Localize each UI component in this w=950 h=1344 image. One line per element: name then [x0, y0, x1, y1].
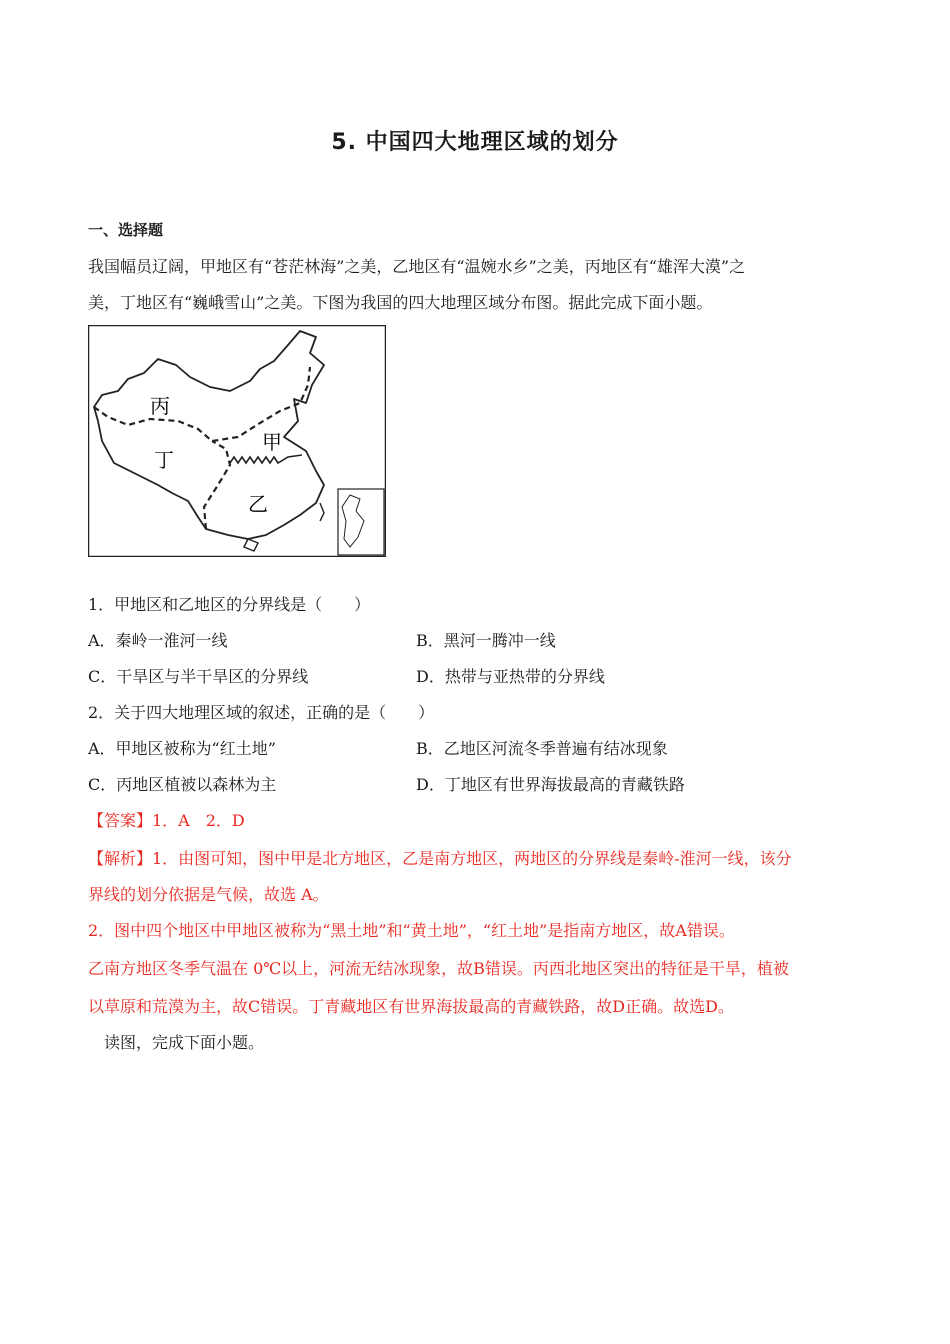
intro-line-1: 我国幅员辽阔，甲地区有“苍茫林海”之美，乙地区有“温婉水乡”之美，丙地区有“雄浑大漠”之 [88, 257, 746, 276]
map-label-ding: 丁 [154, 448, 174, 472]
question-2-option-d: D．丁地区有世界海拔最高的青藏铁路 [416, 775, 685, 794]
map-label-yi: 乙 [248, 492, 268, 516]
question-1-option-a: A．秦岭一淮河一线 [88, 631, 228, 650]
answer-line: 【答案】1．A 2．D [88, 811, 245, 830]
question-1-option-d: D．热带与亚热带的分界线 [416, 667, 605, 686]
map-label-bing: 丙 [150, 394, 170, 418]
china-regions-map [88, 325, 386, 557]
analysis-line-4: 乙南方地区冬季气温在 0℃以上，河流无结冰现象，故B错误。丙西北地区突出的特征是干旱，植被 [88, 959, 789, 978]
question-1-stem: 1．甲地区和乙地区的分界线是（ ） [88, 595, 371, 614]
question-2-option-a: A．甲地区被称为“红土地” [88, 739, 276, 758]
next-prompt: 读图，完成下面小题。 [104, 1033, 265, 1052]
question-2-option-c: C．丙地区植被以森林为主 [88, 775, 277, 794]
question-1-option-b: B．黑河一腾冲一线 [416, 631, 556, 650]
question-2-stem: 2．关于四大地理区域的叙述，正确的是（ ） [88, 703, 435, 722]
analysis-line-1: 【解析】1．由图可知，图中甲是北方地区，乙是南方地区，两地区的分界线是秦岭-淮河一线，该分 [88, 849, 792, 868]
question-1-option-c: C．干旱区与半干旱区的分界线 [88, 667, 309, 686]
page-title: 5. 中国四大地理区域的划分 [331, 130, 619, 155]
intro-line-2: 美，丁地区有“巍峨雪山”之美。下图为我国的四大地理区域分布图。据此完成下面小题。 [88, 293, 713, 312]
question-2-option-b: B．乙地区河流冬季普遍有结冰现象 [416, 739, 668, 758]
analysis-line-3: 2．图中四个地区中甲地区被称为“黑土地”和“黄土地”，“红土地”是指南方地区，故A错误。 [88, 921, 735, 940]
map-label-jia: 甲 [262, 430, 282, 454]
analysis-line-5: 以草原和荒漠为主，故C错误。丁青藏地区有世界海拔最高的青藏铁路，故D正确。故选D。 [88, 997, 734, 1016]
section-heading: 一、选择题 [88, 221, 164, 239]
analysis-line-2: 界线的划分依据是气候，故选 A。 [88, 885, 329, 904]
